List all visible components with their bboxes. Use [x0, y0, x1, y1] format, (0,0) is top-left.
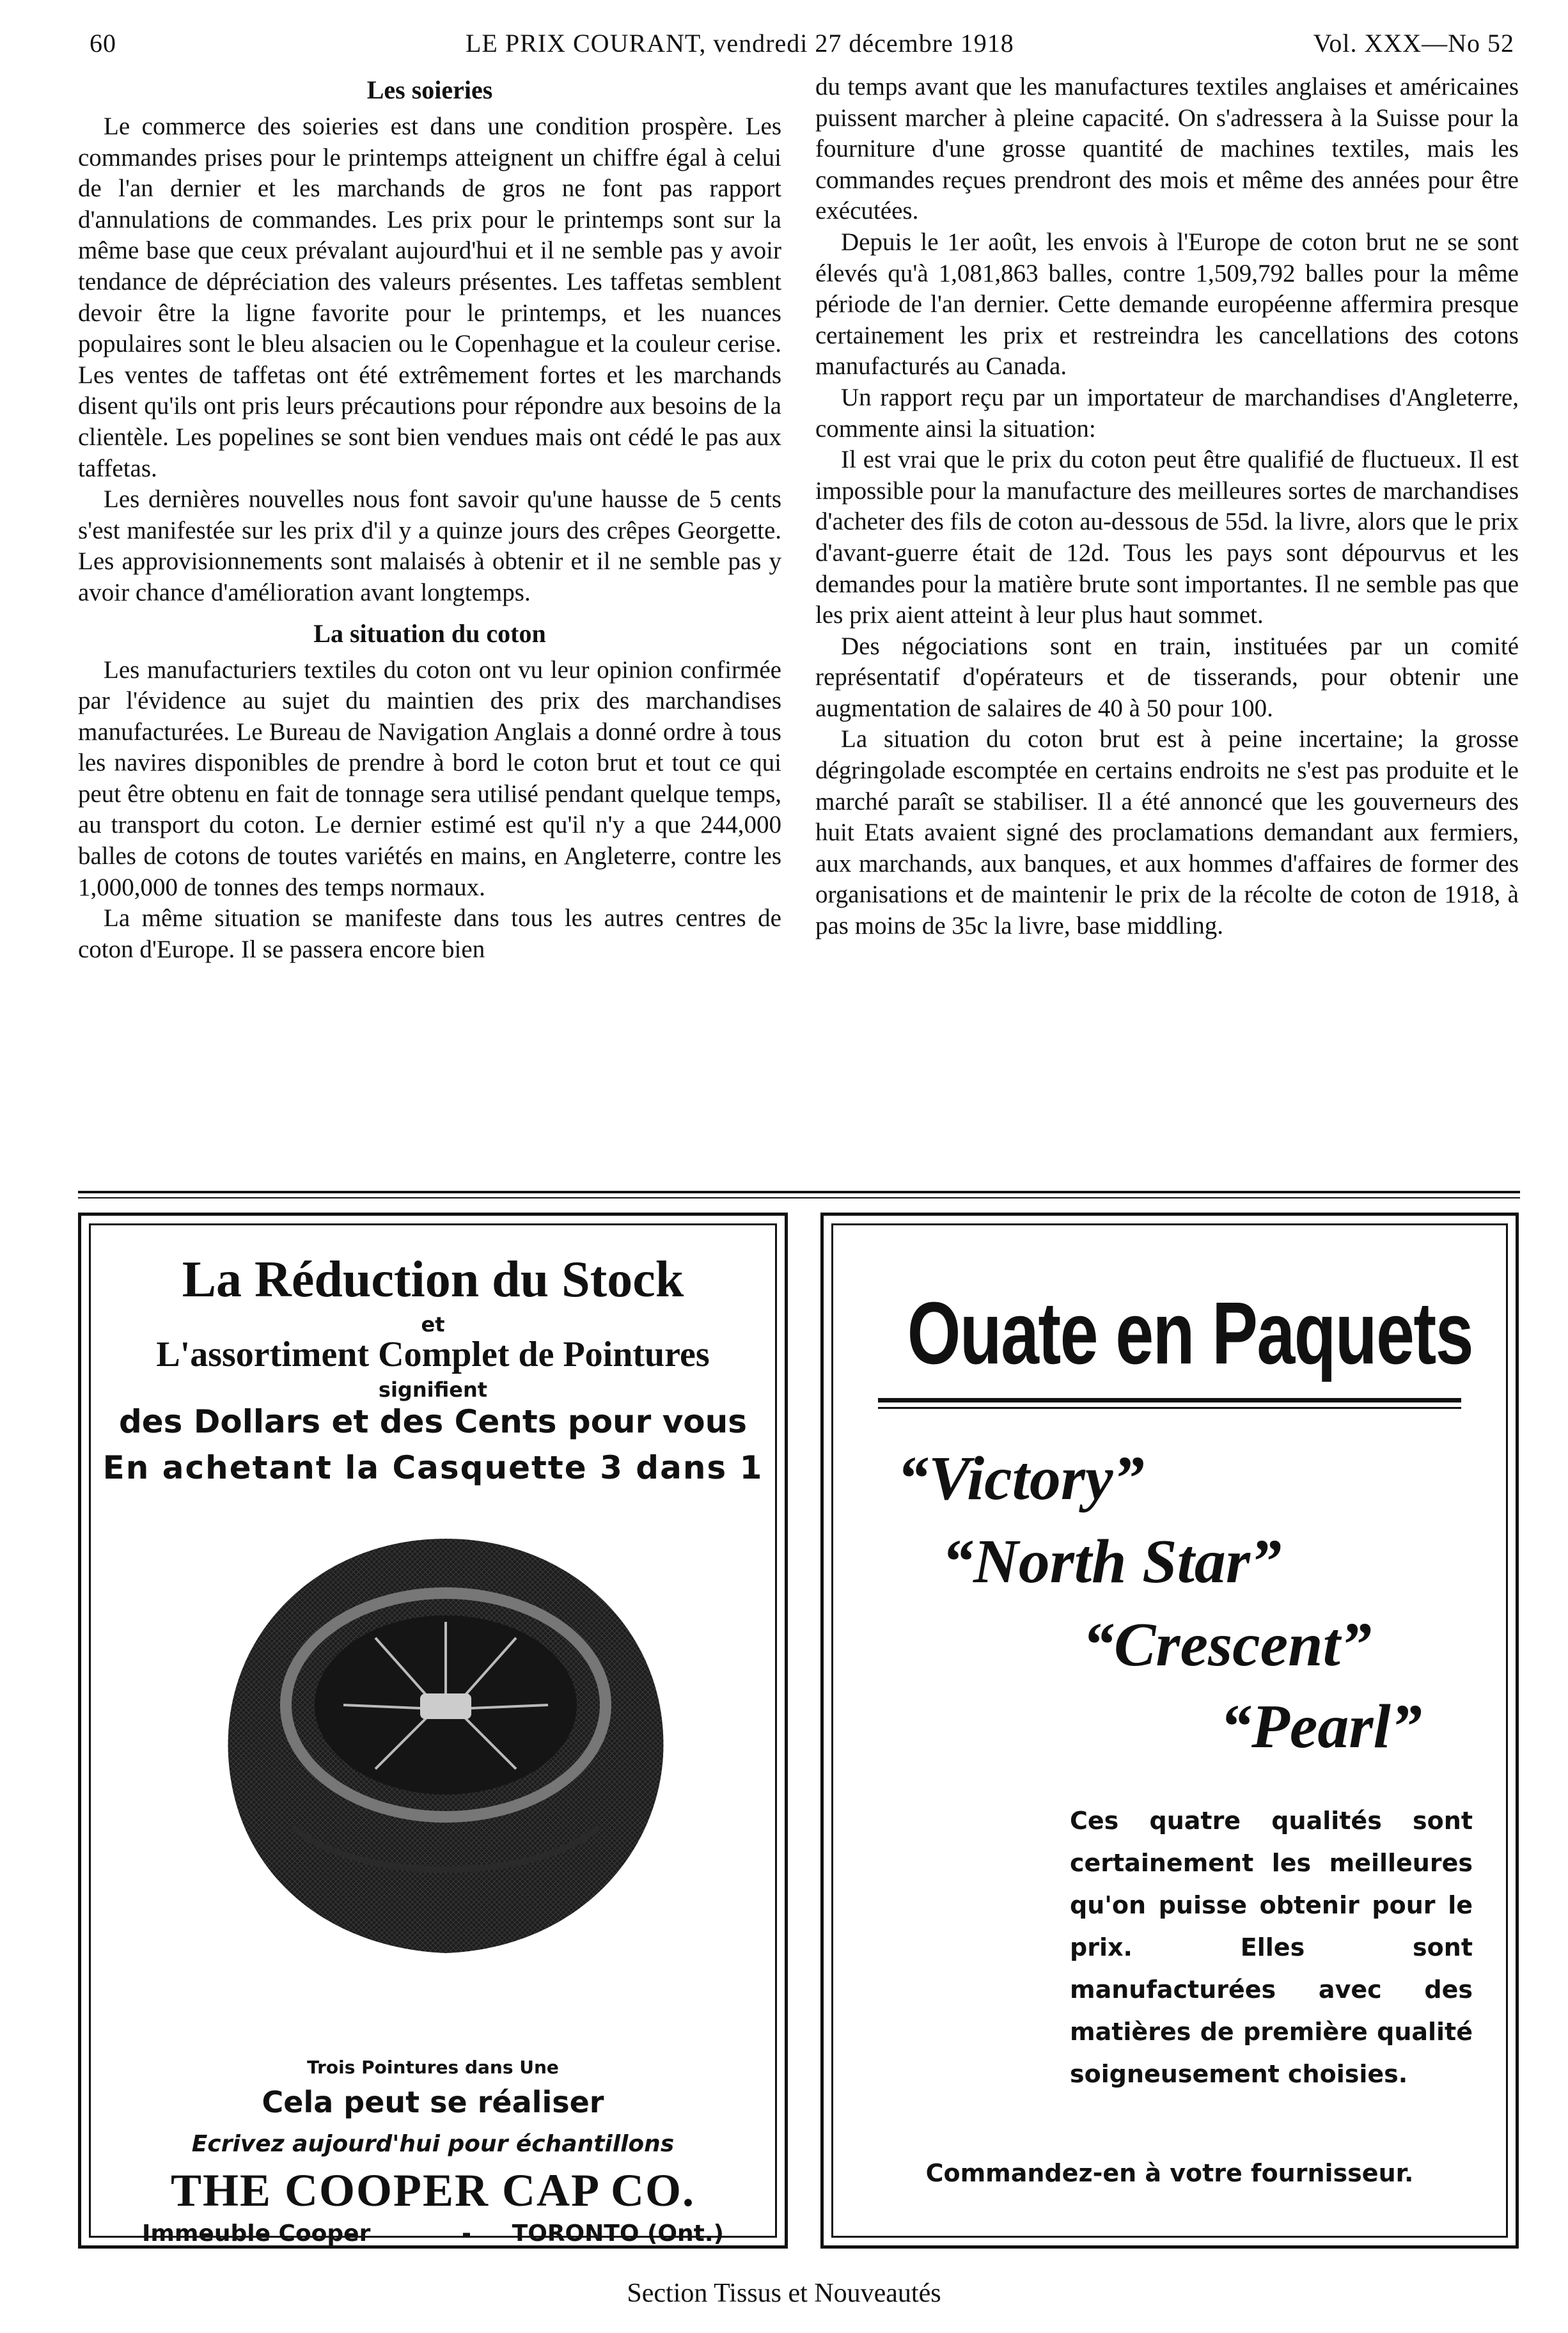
article-column-right [815, 72, 1519, 942]
ad-call-to-action: Commandez-en à votre fournisseur. [925, 2159, 1414, 2187]
section-title-coton: La situation du coton [313, 618, 546, 648]
page-footer: Section Tissus et Nouveautés [627, 2279, 941, 2308]
ad-rule-thick [878, 1398, 1461, 1402]
ad-subheadline: L'assortiment Complet de Pointures [156, 1335, 710, 1374]
ad-tagline-2: En achetant la Casquette 3 dans 1 [102, 1449, 764, 1486]
paragraph: Les manufacturiers textiles du coton ont vu leur opinion confirmée par l'évidence au sujet du maintien des prix des marchandises manufacturées. Le Bureau de Navigation Anglais a donné ordre à tous les navires disponibles de prendre à bord le coton brut et tout ce qui peut être obtenu en fait de tonnage sera utilisé pendant quelque temps, au transport du coton. Le dernier estimé est qu'il n'y a que 244,000 balles de cotons de toutes variétés en mains, en Angleterre, contre les 1,000,000 de tonnes des temps normaux. [78, 656, 781, 901]
ad-body-text [1070, 1800, 1473, 2095]
ad-border [831, 1223, 1508, 2238]
divider-rule-thin [78, 1197, 1520, 1198]
ad-verb: signifient [378, 1378, 488, 1402]
section-title-soieries: Les soieries [366, 75, 493, 104]
paragraph-continuation: du temps avant que les manufactures textiles anglaises et américaines puissent marcher à pleine capacité. On s'adressera à la Suisse pour la fourniture d'une grosse quantité de machines textiles, mais les commandes reçues prendront des mois et même des années pour être exécutées. [815, 73, 1519, 225]
brand-north-star: “North Star” [942, 1527, 1282, 1596]
cap-illustration [216, 1526, 676, 1961]
volume-number: Vol. XXX—No 52 [1313, 29, 1514, 58]
paragraph: La situation du coton brut est à peine incertaine; la grosse dégringolade escomptée en certains endroits ne s'est pas produite et le marché paraît se stabiliser. Il a été annoncé que les gouverneurs des huit Etats avaient signé des proclamations demandant aux fermiers, aux marchands, aux banques, et aux hommes d'affaires de former des organisations et de maintenir le prix de la récolte de coton de 1918, à pas moins de 35c la livre, base middling. [815, 725, 1519, 940]
article-column-left [78, 72, 781, 965]
page-header [82, 28, 1514, 67]
address-city: TORONTO (Ont.) [512, 2220, 724, 2247]
ad-headline: Ouate en Paquets [907, 1284, 1473, 1383]
advertisement-ouate [820, 1213, 1519, 2249]
ad-body-paragraph: Ces quatre qualités sont certainement les meilleures qu'on puisse obtenir pour le prix. Elles sont manufacturées avec des matières de première qualité soigneusement choisies. [1070, 1807, 1473, 2088]
brand-crescent: “Crescent” [1083, 1610, 1372, 1679]
ad-conjunction: et [421, 1312, 445, 1337]
page-number: 60 [90, 29, 116, 58]
cap-label [420, 1693, 471, 1719]
address-building: Immeuble Cooper [142, 2220, 371, 2247]
divider-rule [78, 1191, 1520, 1193]
paragraph: Les dernières nouvelles nous font savoir qu'une hausse de 5 cents s'est manifestée sur les prix d'il y a quinze jours des crêpes Georgette. Les approvisionnements sont malaisés à obtenir et il ne semble pas y avoir chance d'amélioration avant longtemps. [78, 485, 781, 606]
ad-border [89, 1223, 777, 2247]
ad-headline: La Réduction du Stock [182, 1252, 684, 1308]
ad-caption: Trois Pointures dans Une [307, 2057, 559, 2078]
paragraph: Depuis le 1er août, les envois à l'Europe de coton brut ne se sont élevés qu'à 1,081,863 balles, contre 1,509,792 balles pour la même période de l'an dernier. Cette demande européenne affermira presque certainement les prix et restreindra les cancellations des cotons manufacturés au Canada. [815, 228, 1519, 381]
ad-caption-2: Cela peut se réaliser [262, 2085, 604, 2119]
brand-victory: “Victory” [897, 1444, 1145, 1513]
address-separator: - [462, 2220, 471, 2247]
company-name: THE COOPER CAP CO. [170, 2165, 696, 2216]
ad-call-to-action: Ecrivez aujourd'hui pour échantillons [191, 2131, 675, 2157]
ad-rule-thin [878, 1407, 1461, 1409]
paragraph: Il est vrai que le prix du coton peut être qualifié de fluctueux. Il est impossible pour la manufacture des meilleures sortes de marchandises d'acheter des fils de coton au-dessous de 55d. la livre, alors que le prix d'avant-guerre était de 12d. Tous les pays sont dépourvus et les demandes pour la matière brute sont importantes. Il ne semble pas que les prix aient atteint à leur plus haut sommet. [815, 446, 1519, 629]
ad-tagline: des Dollars et des Cents pour vous [118, 1403, 748, 1440]
paragraph: Le commerce des soieries est dans une condition prospère. Les commandes prises pour le printemps atteignent un chiffre égal à celui de l'an dernier et les marchands de gros ne font pas rapport d'annulations de commandes. Les prix pour le printemps sont sur la même base que ceux prévalant aujourd'hui et il ne semble pas y avoir tendance de dépréciation des valeurs présentes. Les taffetas semblent devoir être la ligne favorite pour le printemps, et les nuances populaires sont le bleu alsacien ou le Copenhague et la couleur cerise. Les ventes de taffetas ont été extrêmement fortes et les marchands disent qu'ils ont pris leurs précautions pour répondre aux besoins de la clientèle. Les popelines se sont bien vendues mais ont cédé le pas aux taffetas. [78, 113, 781, 482]
brand-pearl: “Pearl” [1220, 1692, 1422, 1761]
advertisement-cooper-cap [78, 1213, 788, 2249]
paragraph: Un rapport reçu par un importateur de marchandises d'Angleterre, commente ainsi la situation: [815, 383, 1519, 443]
running-title: LE PRIX COURANT, vendredi 27 décembre 1918 [466, 29, 1014, 58]
paragraph: La même situation se manifeste dans tous les autres centres de coton d'Europe. Il se passera encore bien [78, 904, 781, 963]
paragraph: Des négociations sont en train, instituées par un comité représentatif d'opérateurs et de tisserands, pour obtenir une augmentation de salaires de 40 à 50 pour 100. [815, 632, 1519, 722]
